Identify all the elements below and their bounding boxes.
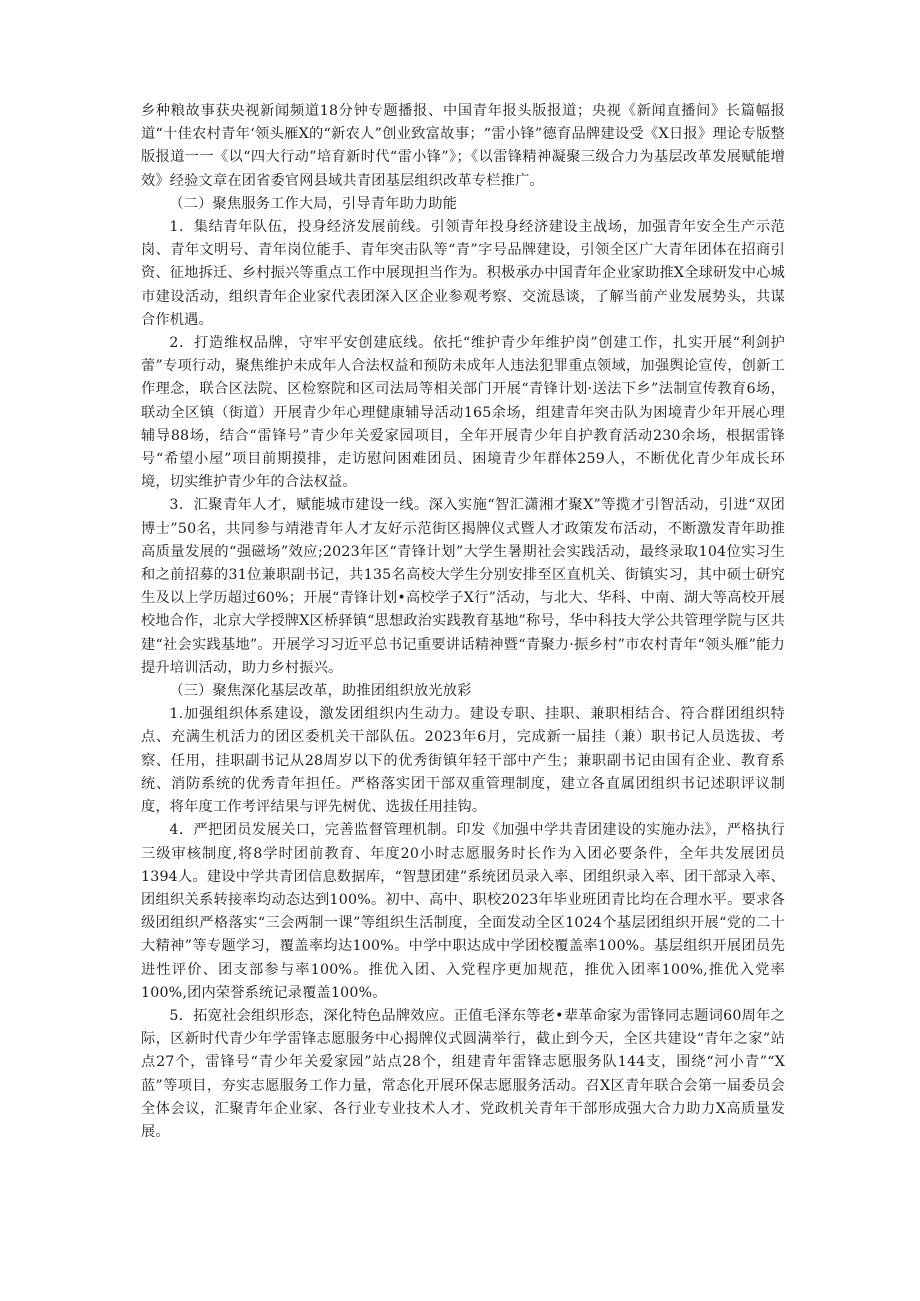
paragraph-item-4: 4．严把团员发展关口，完善监督管理机制。印发《加强中学共青团建设的实施办法》，严格执行三级审核制度,将8学时团前教育、年度20小时志愿服务时长作为入团必要条件，全年共发展团员1394人。建设中学共青团信息数据库，“智慧团建”系统团员录入率、团组织录入率、团干部录入率、团组织关系转接率均动态达到100%。初中、高中、职校2023年毕业班团青比均在合理水平。要求各级团组织严格落实“三会两制一课”等组织生活制度，全面发动全区1024个基层团组织开展“党的二十大精神”等专题学习，覆盖率均达100%。中学中职达成中学团校覆盖率100%。基层组织开展团员先进性评价、团支部参与率100%。推优入团、入党程序更加规范，推优入团率100%,推优入党率100%,团内荣誉系统记录覆盖100%。 — [141, 822, 785, 1001]
paragraph-continuation: 乡种粮故事获央视新闻频道18分钟专题播报、中国青年报头版报道；央视《新闻直播间》长篇幅报道“十佳农村青年‘领头雁X的“新农人”创业致富故事；“雷小锋”德育品牌建设受《X日报》理论专版整版报道一一《以“四大行动”培育新时代“雷小锋”》；《以雷锋精神凝聚三级合力为基层改革发展赋能增效》经验文章在团省委官网县域共青团基层组织改革专栏推广。 — [141, 103, 785, 189]
section-heading-2: （二）聚焦服务工作大局，引导青年助力助能 — [169, 195, 458, 212]
document-page — [141, 100, 785, 1144]
section-heading-3: （三）聚焦深化基层改革，助推团组织放光放彩 — [169, 683, 472, 700]
paragraph-item-1: 1．集结青年队伍，投身经济发展前线。引领青年投身经济建设主战场，加强青年安全生产示范岗、青年文明号、青年岗位能手、青年突击队等“青”字号品牌建设，引领全区广大青年团体在招商引资、征地拆迁、乡村振兴等重点工作中展现担当作为。积极承办中国青年企业家助推X全球研发中心城市建设活动，组织青年企业家代表团深入区企业参观考察、交流恳谈，了解当前产业发展势头，共谋合作机遇。 — [141, 219, 785, 328]
paragraph-item-3: 3．汇聚青年人才，赋能城市建设一线。深入实施“智汇潇湘才聚X”等揽才引智活动，引进“双团博士”50名，共同参与靖港青年人才友好示范街区揭牌仪式暨人才政策发布活动，不断激发青年助推高质量发展的“强磁场”效应;2023年区“青锋计划”大学生暑期社会实践活动，最终录取104位实习生和之前招募的31位兼职副书记，共135名高校大学生分别安排至区直机关、街镇实习，其中硕士研究生及以上学历超过60%；开展“青锋计划•高校学子X行”活动，与北大、华科、中南、湖大等高校开展校地合作，北京大学授牌X区桥驿镇“思想政治实践教育基地”称号，华中科技大学公共管理学院与区共建“社会实践基地”。开展学习习近平总书记重要讲话精神暨“青聚力·振乡村”市农村青年“领头雁”能力提升培训活动，助力乡村振兴。 — [141, 497, 785, 676]
paragraph-item-2: 2．打造维权品牌，守牢平安创建底线。依托“维护青少年维护岗”创建工作，扎实开展“利剑护蕾”专项行动，聚焦维护未成年人合法权益和预防未成年人违法犯罪重点领域，加强舆论宣传，创新工作理念，联合区法院、区检察院和区司法局等相关部门开展“青锋计划·送法下乡”法制宣传教育6场，联动全区镇（街道）开展青少年心理健康辅导活动165余场，组建青年突击队为困境青少年开展心理辅导88场，结合“雷锋号”青少年关爱家园项目，全年开展青少年自护教育活动230余场，根据雷锋号“希望小屋”项目前期摸排，走访慰问困难团员、困境青少年群体259人，不断优化青少年成长环境，切实维护青少年的合法权益。 — [141, 335, 785, 491]
paragraph-item-1b: 1.加强组织体系建设，激发团组织内生动力。建设专职、挂职、兼职相结合、符合群团组织特点、充满生机活力的团区委机关干部队伍。2023年6月，完成新一届挂（兼）职书记人员选拔、考察、任用，挂职副书记从28周岁以下的优秀街镇年轻干部中产生；兼职副书记由国有企业、教育系统、消防系统的优秀青年担任。严格落实团干部双重管理制度，建立各直属团组织书记述职评议制度，将年度工作考评结果与评先树优、选拔任用挂钩。 — [141, 706, 785, 816]
paragraph-item-5: 5．拓宽社会组织形态，深化特色品牌效应。正值毛泽东等老•辈革命家为雷锋同志题词60周年之际，区新时代青少年学雷锋志愿服务中心揭牌仪式圆满举行，截止到今天，全区共建设“青年之家”站点27个，雷锋号“青少年关爱家园”站点28个，组建青年雷锋志愿服务队144支，围绕“河小青”“X蓝”等项目，夯实志愿服务工作力量，常态化开展环保志愿服务活动。召X区青年联合会第一届委员会全体会议，汇聚青年企业家、各行业专业技术人才、党政机关青年干部形成强大合力助力X高质量发展。 — [141, 1007, 785, 1140]
